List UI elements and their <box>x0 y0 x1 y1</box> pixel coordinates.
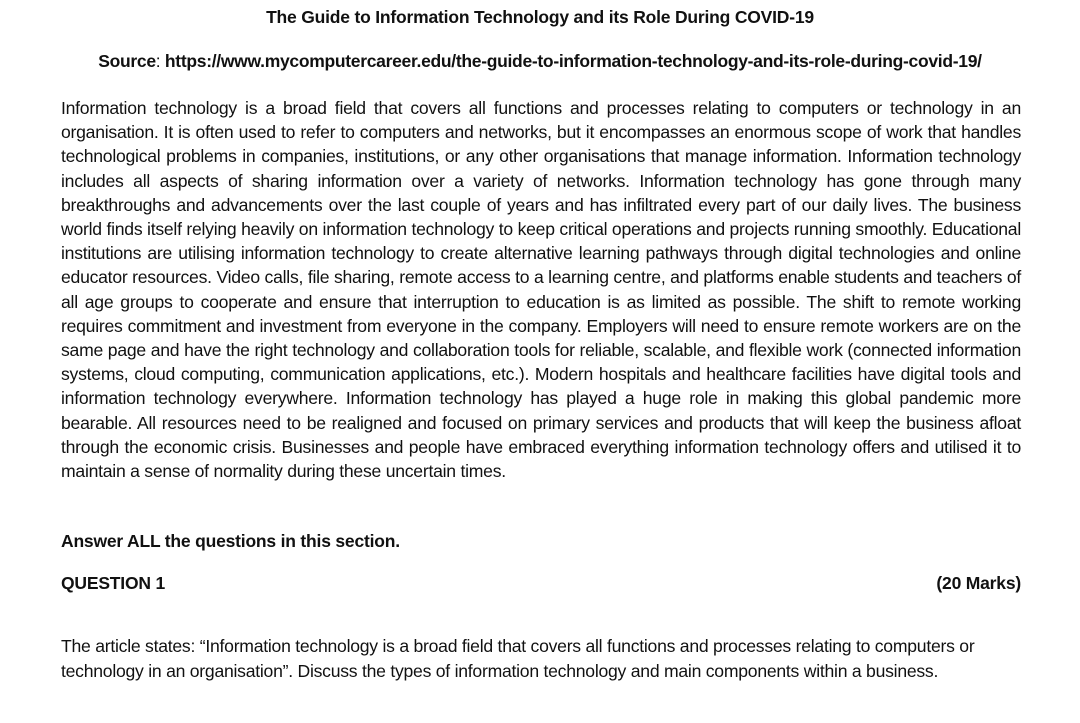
question-marks: (20 Marks) <box>936 573 1021 593</box>
section-instruction: Answer ALL the questions in this section. <box>61 531 400 551</box>
source-url-link[interactable]: https://www.mycomputercareer.edu/the-guide-to-information-technology-and-its-role-during-covid-19/ <box>164 51 982 71</box>
question-label: QUESTION 1 <box>61 573 165 593</box>
question-header <box>61 573 1021 594</box>
source-separator: : <box>155 51 165 71</box>
question-text: The article states: “Information technology is a broad field that covers all functions and processes relating to computers or technology in an organisation”. Discuss the types of information technology and main components within a business. <box>61 636 975 681</box>
source-line <box>0 51 1080 72</box>
source-label: Source <box>98 51 156 71</box>
article-paragraph: Information technology is a broad field that covers all functions and processes relating to computers or technology in an organisation. It is often used to refer to computers and networks, but it encompasses an enormous scope of work that handles technological problems in companies, institutions, or any other organisations that manage information. Information technology includes all aspects of sharing information over a variety of networks. Information technology has gone through many breakthroughs and advancements over the last couple of years and has infiltrated every part of our daily lives. The business world finds itself relying heavily on information technology to keep critical operations and projects running smoothly. Educational institutions are utilising information technology to create alternative learning pathways through digital technologies and online educator resources. Video calls, file sharing, remote access to a learning centre, and platforms enable students and teachers of all age groups to cooperate and ensure that interruption to education is as limited as possible. The shift to remote working requires commitment and investment from everyone in the company. Employers will need to ensure remote workers are on the same page and have the right technology and collaboration tools for reliable, scalable, and flexible work (connected information systems, cloud computing, communication applications, etc.). Modern hospitals and healthcare facilities have digital tools and information technology everywhere. Information technology has played a huge role in making this global pandemic more bearable. All resources need to be realigned and focused on primary services and products that will keep the business afloat through the economic crisis. Businesses and people have embraced everything information technology offers and utilised it to maintain a sense of normality during these uncertain times. <box>61 98 1021 482</box>
document-title: The Guide to Information Technology and its Role During COVID-19 <box>266 7 814 27</box>
